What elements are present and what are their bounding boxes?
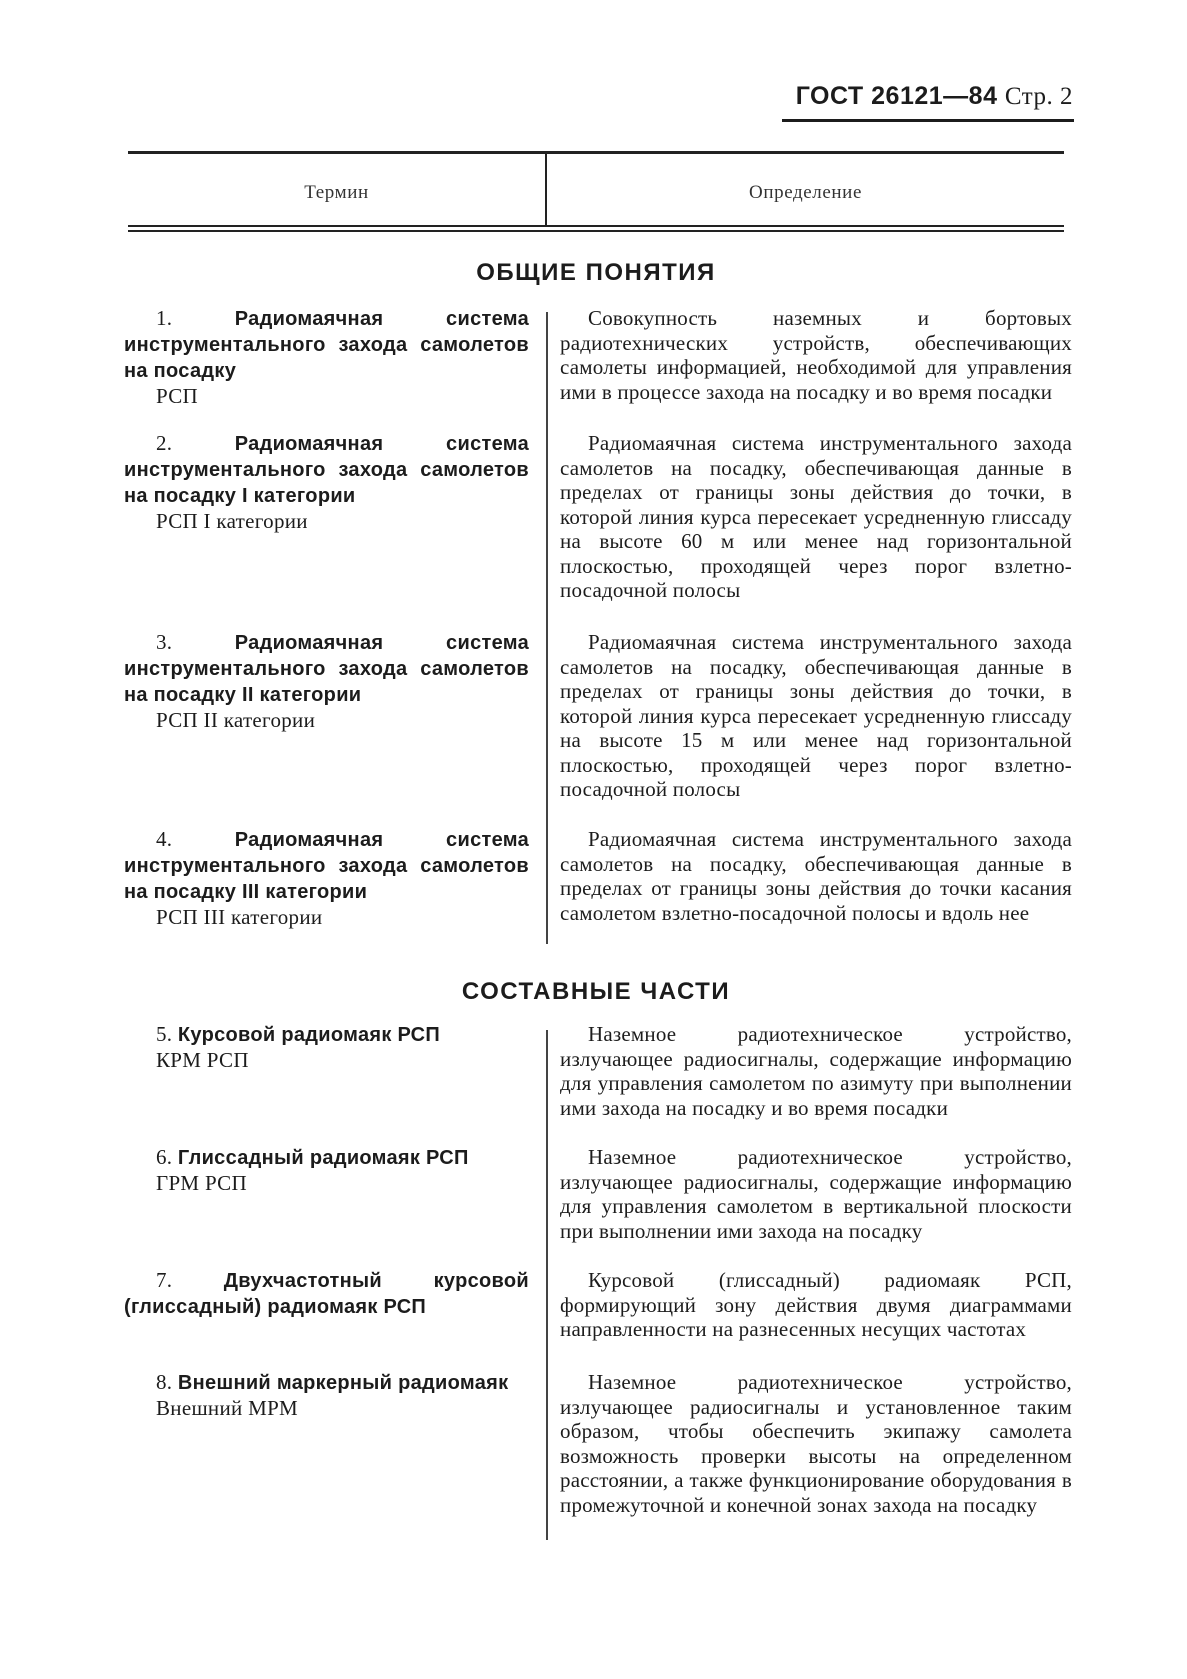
term-entry xyxy=(124,827,529,930)
term-entry xyxy=(124,1022,529,1073)
term-number: 6. xyxy=(156,1145,173,1169)
term-abbreviation: РСП II категории xyxy=(156,708,316,732)
term-definition: Наземное радиотехническое устройство, излучающее радиосигналы и установленное таким образом, чтобы обеспечить экипажу самолета возможность проверки высоты на определенном расстоянии, а также функционирование оборудования в промежуточной и конечной зонах захода на посадку xyxy=(560,1370,1072,1517)
header-underline xyxy=(782,119,1074,122)
standard-header xyxy=(790,82,1073,111)
term-entry xyxy=(124,431,529,534)
term-abbreviation: РСП III категории xyxy=(156,905,323,929)
column-header-definition: Определение xyxy=(749,182,862,203)
table-head-rule-1 xyxy=(128,225,1064,227)
term-definition: Радиомаячная система инструментального захода самолетов на посадку, обеспечивающая данные в пределах от границы зоны действия до точки касания самолетом взлетно-посадочной полосы и вдоль нее xyxy=(560,827,1072,925)
term-abbreviation: РСП xyxy=(156,384,199,408)
term-name: Курсовой радиомаяк РСП xyxy=(177,1024,441,1046)
term-definition: Совокупность наземных и бортовых радиотехнических устройств, обеспечивающих самолеты информацией, необходимой для управления ими в процессе захода на посадку и во время посадки xyxy=(560,306,1072,404)
term-number: 7. xyxy=(156,1268,173,1292)
term-entry xyxy=(124,306,529,409)
term-number: 3. xyxy=(156,630,173,654)
term-abbreviation: Внешний МРМ xyxy=(156,1396,299,1420)
term-definition: Курсовой (глиссадный) радиомаяк РСП, формирующий зону действия двумя диаграммами направленности на разнесенных несущих частотах xyxy=(560,1268,1072,1341)
term-entry xyxy=(124,630,529,733)
term-definition: Радиомаячная система инструментального захода самолетов на посадку, обеспечивающая данные в пределах от границы зоны действия до точки, в которой линия курса пересекает усредненную глиссаду на высоте 60 м или менее над горизонтальной плоскостью, проходящей через порог взлетно-посадочной полосы xyxy=(560,431,1072,602)
term-name: Радиомаячная система инструментального захода самолетов на посадку III категории xyxy=(124,829,529,903)
column-divider xyxy=(546,312,548,944)
term-number: 2. xyxy=(156,431,173,455)
section-title: СОСТАВНЫЕ ЧАСТИ xyxy=(461,978,731,1005)
term-definition: Наземное радиотехническое устройство, излучающее радиосигналы, содержащие информацию для управления самолетом по азимуту при выполнении ими захода на посадку и во время посадки xyxy=(560,1022,1072,1120)
term-definition: Радиомаячная система инструментального захода самолетов на посадку, обеспечивающая данные в пределах от границы зоны действия до точки, в которой линия курса пересекает усредненную глиссаду на высоте 15 м или менее над горизонтальной плоскостью, проходящей через порог взлетно-посадочной полосы xyxy=(560,630,1072,801)
term-abbreviation: КРМ РСП xyxy=(156,1048,249,1072)
term-name: Глиссадный радиомаяк РСП xyxy=(177,1147,469,1169)
column-header-term: Термин xyxy=(304,182,369,203)
term-name: Радиомаячная система инструментального захода самолетов на посадку I категории xyxy=(124,433,529,507)
column-divider xyxy=(546,1030,548,1540)
term-number: 1. xyxy=(156,306,173,330)
term-entry xyxy=(124,1370,529,1421)
term-name: Внешний маркерный радиомаяк xyxy=(177,1372,509,1394)
section-title: ОБЩИЕ ПОНЯТИЯ xyxy=(476,259,716,286)
term-definition: Наземное радиотехническое устройство, излучающее радиосигналы, содержащие информацию для управления самолетом в вертикальной плоскости при выполнении ими захода на посадку xyxy=(560,1145,1072,1243)
term-name: Радиомаячная система инструментального захода самолетов на посадку II категории xyxy=(124,632,529,706)
term-abbreviation: ГРМ РСП xyxy=(156,1171,247,1195)
term-number: 4. xyxy=(156,827,173,851)
term-abbreviation: РСП I категории xyxy=(156,509,308,533)
table-top-rule xyxy=(128,151,1064,154)
table-head-rule-2 xyxy=(128,230,1064,232)
term-name: Двухчастотный курсовой (глиссадный) радиомаяк РСП xyxy=(124,1270,529,1318)
term-name: Радиомаячная система инструментального захода самолетов на посадку xyxy=(124,308,529,382)
page-label: Стр. 2 xyxy=(1004,83,1073,110)
term-entry xyxy=(124,1268,529,1320)
term-number: 5. xyxy=(156,1022,173,1046)
term-entry xyxy=(124,1145,529,1196)
doc-id: ГОСТ 26121—84 xyxy=(795,82,998,110)
term-number: 8. xyxy=(156,1370,173,1394)
